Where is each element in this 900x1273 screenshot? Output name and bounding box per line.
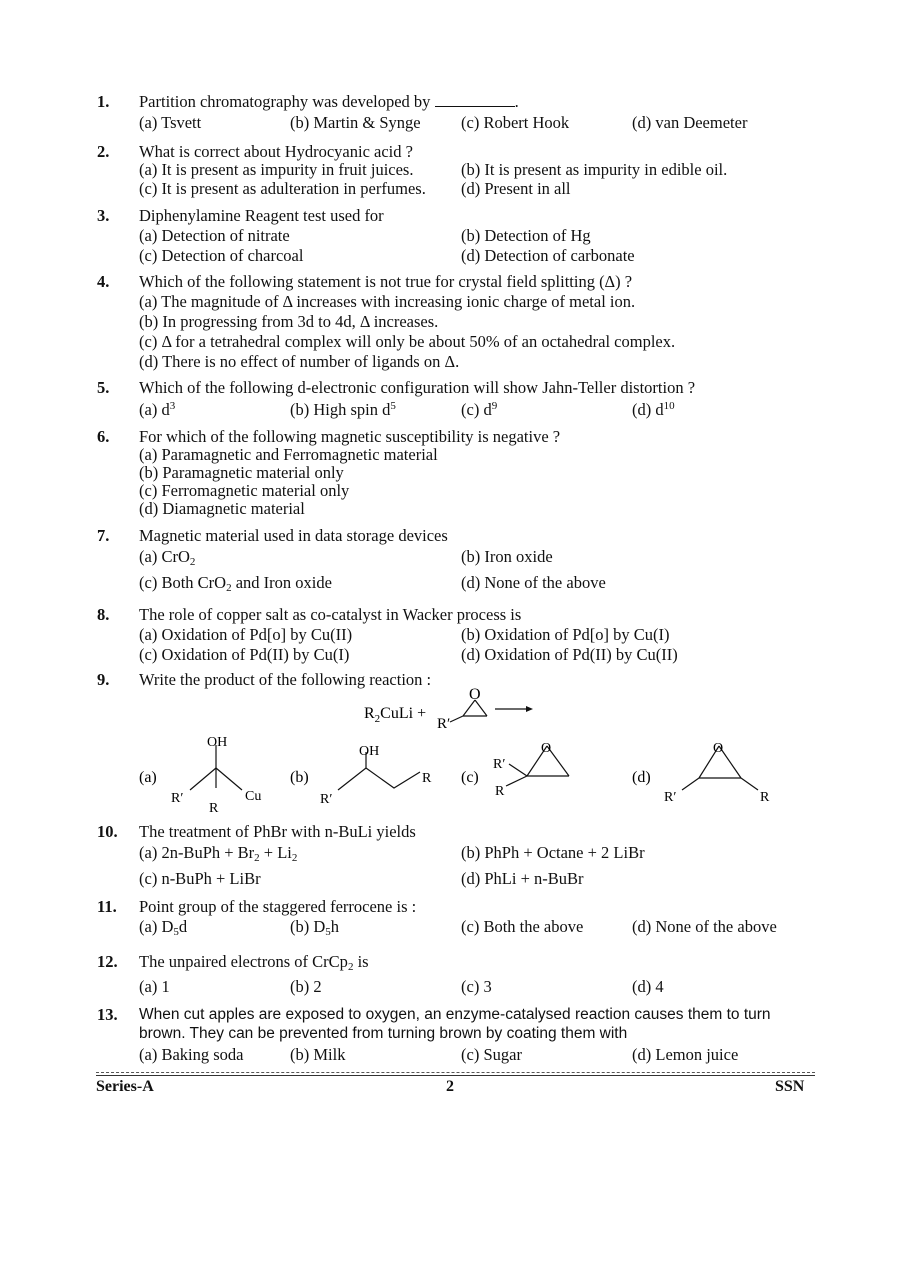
question-stem-continued: brown. They can be prevented from turning brown by coating them with: [139, 1025, 628, 1042]
option-d: (d) None of the above: [461, 573, 606, 592]
question-stem: Point group of the staggered ferrocene is :: [139, 897, 417, 916]
option-d: (d) Oxidation of Pd(II) by Cu(II): [461, 645, 678, 664]
option-a: (a) 2n-BuPh + $Br_2 + Li_2$: [139, 843, 298, 864]
option-d: (d) van Deemeter: [632, 113, 748, 132]
option-d: (d) PhLi + n-BuBr: [461, 869, 584, 888]
option-c: (c) n-BuPh + LiBr: [139, 869, 261, 888]
question-stem: When cut apples are exposed to oxygen, an enzyme-catalysed reaction causes them to turn: [139, 1006, 771, 1023]
oh-label: OH: [359, 744, 380, 759]
option-a: (a) CrO$_2$: [139, 547, 196, 568]
option-b: (b) Iron oxide: [461, 547, 553, 566]
option-d: (d) 4: [632, 977, 664, 996]
option-c: (c) Sugar: [461, 1045, 522, 1064]
question-number: 2.: [97, 142, 110, 161]
option-b: (b) Detection of Hg: [461, 226, 591, 245]
answer-blank: [435, 94, 515, 107]
option-c: (c) Oxidation of Pd(II) by Cu(I): [139, 645, 350, 664]
question-stem: Magnetic material used in data storage devices: [139, 526, 448, 545]
cu-label: Cu: [245, 789, 262, 804]
option-c: (c) 3: [461, 977, 492, 996]
question-number: 5.: [97, 378, 110, 397]
option-a: (a) $D_5d$: [139, 917, 188, 938]
r-prime-label: R′: [437, 716, 451, 732]
reaction-arrow: [495, 706, 533, 712]
option-b: (b) In progressing from 3d to 4d, Δ increases.: [139, 312, 439, 331]
option-b: (b) Martin & Synge: [290, 113, 421, 132]
option-d: (d) Detection of carbonate: [461, 246, 635, 265]
page-number: 2: [446, 1078, 454, 1095]
oxygen-label: O: [713, 741, 724, 756]
option-a: (a) Detection of nitrate: [139, 226, 290, 245]
question-number: 7.: [97, 526, 110, 545]
question-stem: Write the product of the following reaction :: [139, 670, 432, 689]
option-d-label: (d): [632, 769, 651, 786]
r-label: R: [422, 771, 432, 786]
option-d: (d) Diamagnetic material: [139, 499, 305, 518]
oxygen-label: O: [541, 741, 552, 756]
question-stem: The role of copper salt as co-catalyst in Wacker process is: [139, 605, 522, 624]
option-c: (c) Ferromagnetic material only: [139, 481, 350, 500]
option-c: (c) Both CrO$_2$ and Iron oxide: [139, 573, 332, 594]
question-number: 10.: [97, 822, 118, 841]
option-b: (b) It is present as impurity in edible oil.: [461, 160, 728, 179]
option-c-label: (c): [461, 769, 479, 786]
option-b: (b) High spin $d^5$: [290, 400, 396, 419]
r-prime-label: R′: [320, 792, 333, 807]
question-stem: Diphenylamine Reagent test used for: [139, 206, 384, 225]
structure-c: [506, 746, 569, 786]
epoxide-reactant: [450, 700, 487, 722]
option-b-label: (b): [290, 769, 309, 786]
question-number: 12.: [97, 952, 118, 971]
option-a: (a) Tsvett: [139, 113, 202, 132]
option-b: (b) Paramagnetic material only: [139, 463, 344, 482]
option-d: (d) Present in all: [461, 179, 571, 198]
question-stem: For which of the following magnetic susceptibility is negative ?: [139, 427, 561, 446]
question-stem: What is correct about Hydrocyanic acid ?: [139, 142, 413, 161]
option-b: (b) $D_5h$: [290, 917, 340, 938]
option-a: (a) It is present as impurity in fruit juices.: [139, 160, 414, 179]
option-b: (b) Oxidation of Pd[o] by Cu(I): [461, 625, 670, 644]
reagent-formula: [364, 705, 426, 725]
r-label: R: [209, 801, 219, 816]
oh-label: OH: [207, 735, 228, 750]
r-prime-label: R′: [171, 791, 184, 806]
question-stem: Which of the following statement is not true for crystal field splitting (Δ) ?: [139, 272, 633, 291]
option-d: (d) None of the above: [632, 917, 777, 936]
question-number: 6.: [97, 427, 110, 446]
structure-a: [190, 745, 242, 790]
option-d: (d) There is no effect of number of ligands on Δ.: [139, 352, 460, 371]
option-b: (b) 2: [290, 977, 322, 996]
option-a: (a) Oxidation of Pd[o] by Cu(II): [139, 625, 353, 644]
option-a: (a) The magnitude of Δ increases with increasing ionic charge of metal ion.: [139, 292, 636, 311]
option-a: (a) $d^3$: [139, 400, 176, 419]
r-label: R: [495, 784, 505, 799]
option-c: (c) Detection of charcoal: [139, 246, 304, 265]
option-a: (a) 1: [139, 977, 170, 996]
oxygen-label: O: [469, 686, 481, 703]
series-label: Series-A: [96, 1078, 154, 1095]
footer-divider: [96, 1072, 815, 1073]
option-c: (c) Robert Hook: [461, 113, 570, 132]
option-d: (d) Lemon juice: [632, 1045, 739, 1064]
r-prime-label: R′: [493, 757, 506, 772]
option-c: (c) Δ for a tetrahedral complex will only be about 50% of an octahedral complex.: [139, 332, 676, 351]
question-number: 13.: [97, 1005, 118, 1024]
r-prime-label: R′: [664, 790, 677, 805]
question-stem: The treatment of PhBr with n-BuLi yields: [139, 822, 416, 841]
option-c: (c) $d^9$: [461, 400, 498, 419]
question-number: 1.: [97, 92, 110, 111]
option-a-label: (a): [139, 769, 157, 786]
question-stem: Partition chromatography was developed by .: [139, 92, 519, 111]
reaction-scheme: [0, 680, 900, 820]
option-d: (d) $d^{10}$: [632, 400, 675, 419]
svg-text:R2CuLi +: $R_2CuLi$ +: [364, 705, 427, 725]
question-number: 9.: [97, 670, 110, 689]
option-c: (c) It is present as adulteration in perfumes.: [139, 179, 426, 198]
question-number: 11.: [97, 897, 117, 916]
question-number: 3.: [97, 206, 110, 225]
question-number: 4.: [97, 272, 110, 291]
booklet-code: SSN: [775, 1078, 805, 1095]
option-a: (a) Baking soda: [139, 1045, 244, 1064]
option-b: (b) Milk: [290, 1045, 346, 1064]
question-number: 8.: [97, 605, 110, 624]
footer-divider: [96, 1075, 815, 1076]
r-label: R: [760, 790, 770, 805]
option-c: (c) Both the above: [461, 917, 584, 936]
question-stem: The unpaired electrons of CrCp$_2$ is: [139, 952, 369, 973]
question-stem: Which of the following d-electronic configuration will show Jahn-Teller distortion ?: [139, 378, 696, 397]
option-b: (b) PhPh + Octane + 2 LiBr: [461, 843, 645, 862]
option-a: (a) Paramagnetic and Ferromagnetic material: [139, 445, 438, 464]
